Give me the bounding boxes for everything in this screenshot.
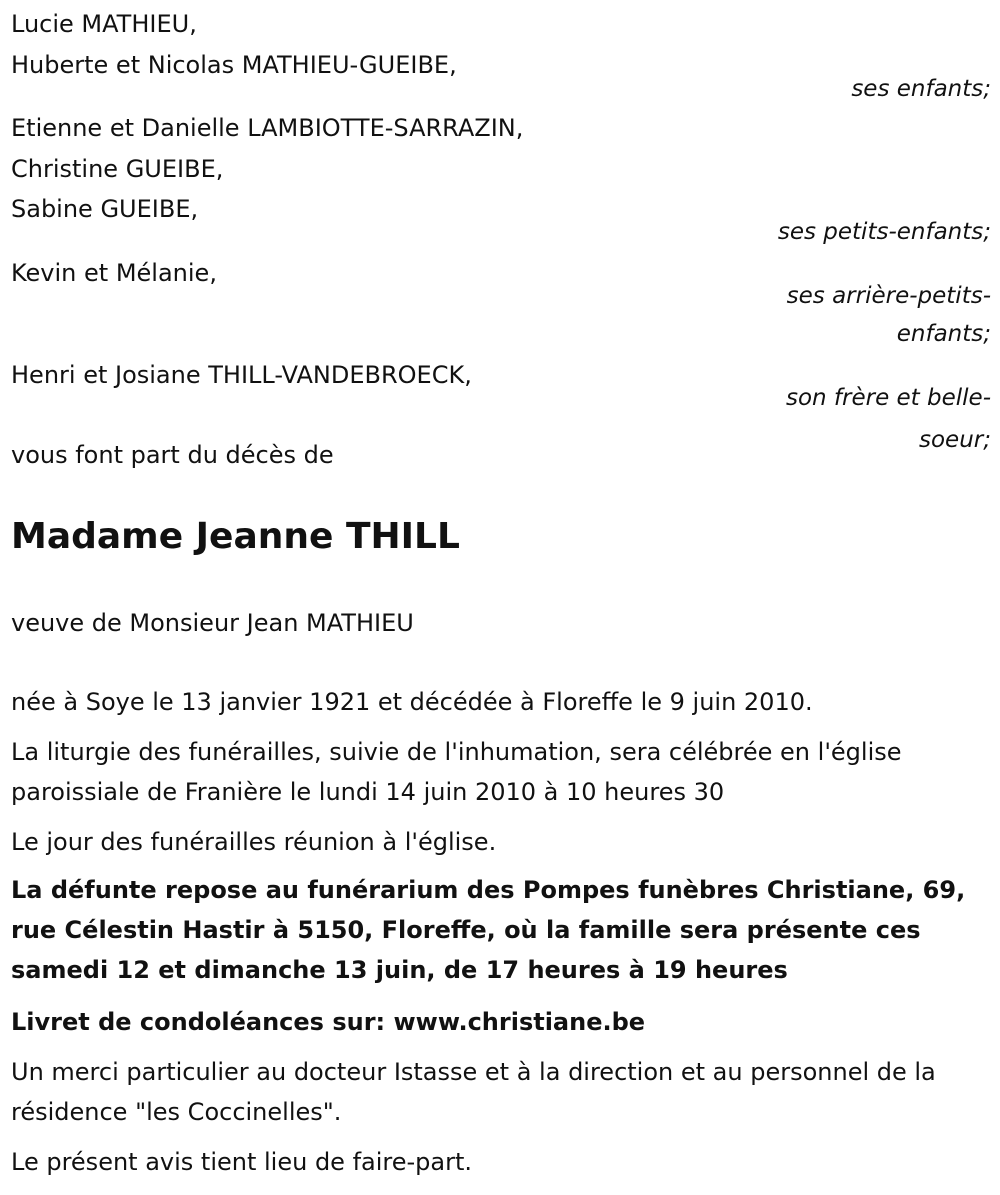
relation-label: enfants; [896,321,991,347]
family-member-line: Christine GUEIBE, [11,155,224,183]
widow-of-text: veuve de Monsieur Jean MATHIEU [11,609,414,637]
relation-label: ses petits-enfants; [777,219,991,245]
notice-text: Le présent avis tient lieu de faire-part. [11,1148,473,1176]
family-member-line: Huberte et Nicolas MATHIEU-GUEIBE, [11,51,457,79]
liturgy-text: La liturgie des funérailles, suivie de l'inhumation, sera célébrée en l'église paroissiale de Franière le lundi 14 juin 2010 à 10 heures 30 [11,738,902,806]
deceased-name: Madame Jeanne THILL [11,516,460,557]
birth-death-text: née à Soye le 13 janvier 1921 et décédée à Floreffe le 9 juin 2010. [11,688,813,716]
family-member-line: Etienne et Danielle LAMBIOTTE-SARRAZIN, [11,114,524,142]
meeting-text: Le jour des funérailles réunion à l'église. [11,828,497,856]
condolences-link-text: Livret de condoléances sur: www.christiane.be [11,1008,646,1036]
relation-label: soeur; [919,427,991,453]
relation-label: ses enfants; [851,76,991,102]
thanks-text: Un merci particulier au docteur Istasse et à la direction et au personnel de la résidence "les Coccinelles". [11,1058,936,1126]
family-member-line: Kevin et Mélanie, [11,259,217,287]
family-member-line: Sabine GUEIBE, [11,195,199,223]
relation-label: son frère et belle- [785,385,991,411]
family-member-line: Henri et Josiane THILL-VANDEBROECK, [11,361,472,389]
relation-label: ses arrière-petits- [786,283,991,309]
family-member-line: Lucie MATHIEU, [11,10,197,38]
announcement-text: vous font part du décès de [11,441,334,469]
repose-text: La défunte repose au funérarium des Pompes funèbres Christiane, 69, rue Célestin Hastir à 5150, Floreffe, où la famille sera présente ces samedi 12 et dimanche 13 juin, de 17 heures à 19 heures [11,876,966,984]
